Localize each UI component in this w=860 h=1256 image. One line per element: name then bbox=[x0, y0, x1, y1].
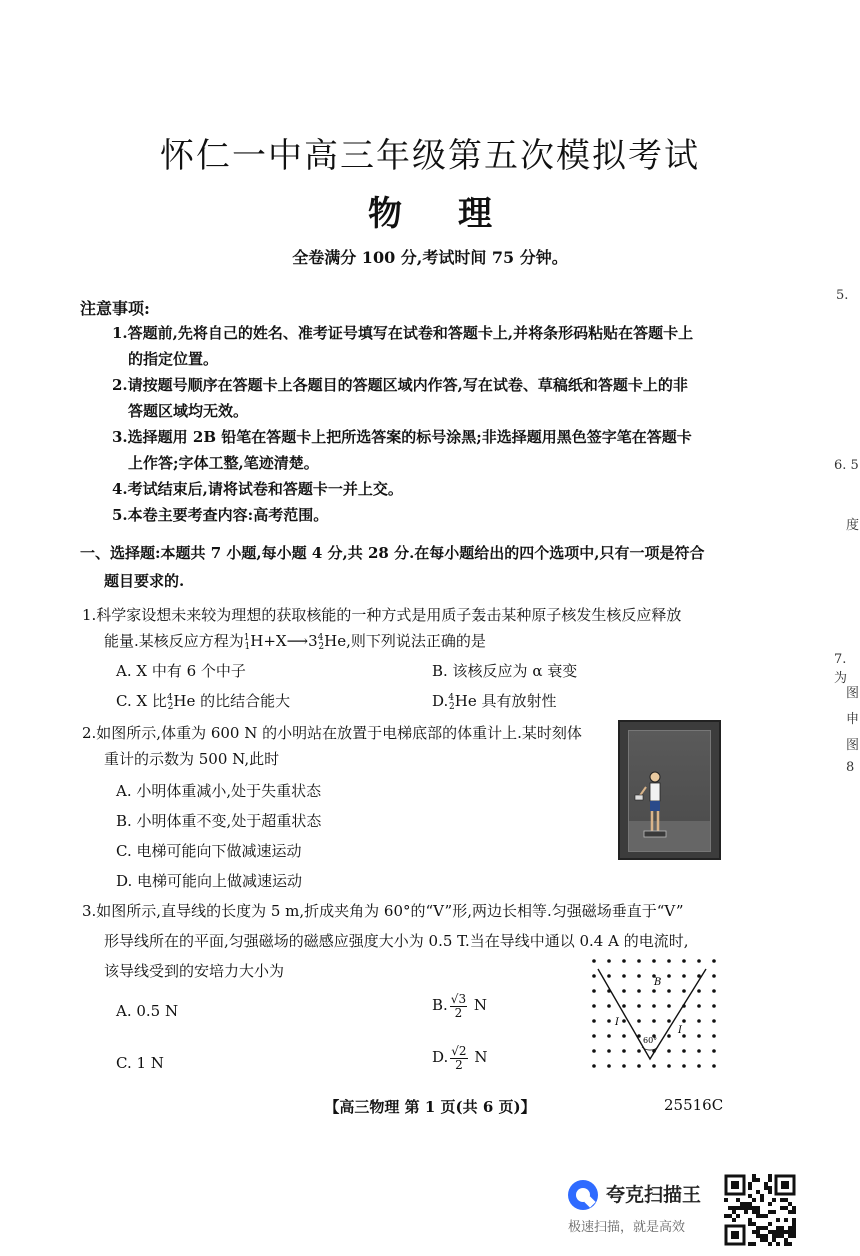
q1-option-d-num: 2 bbox=[449, 702, 455, 712]
note-line: 2.请按题号顺序在答题卡上各题目的答题区域内作答,写在试卷、草稿纸和答题卡上的非 bbox=[112, 376, 688, 394]
qr-cell bbox=[760, 1198, 764, 1202]
field-dot bbox=[652, 959, 656, 963]
page-footer: 【高三物理 第 1 页(共 6 页)】 bbox=[324, 1098, 536, 1116]
section-heading-cont: 题目要求的. bbox=[104, 572, 185, 590]
field-dot bbox=[607, 959, 611, 963]
field-dot bbox=[592, 1064, 596, 1068]
q3-option-b bbox=[432, 992, 487, 1020]
note-line: 3.选择题用 2B 铅笔在答题卡上把所选答案的标号涂黑;非选择题用黑色签字笔在答题卡 bbox=[112, 428, 692, 446]
qr-cell bbox=[756, 1210, 760, 1214]
field-dot bbox=[697, 1019, 701, 1023]
qr-cell bbox=[788, 1234, 792, 1238]
qr-cell bbox=[776, 1218, 780, 1222]
qr-cell bbox=[740, 1202, 744, 1206]
field-dot bbox=[622, 1019, 626, 1023]
q1-option-c-pre: C. X 比 bbox=[116, 692, 167, 710]
qr-cell bbox=[736, 1198, 740, 1202]
qr-cell bbox=[752, 1222, 756, 1226]
q1-eq-post: He,则下列说法正确的是 bbox=[324, 632, 486, 650]
field-dot bbox=[667, 974, 671, 978]
field-dot bbox=[652, 989, 656, 993]
field-dot bbox=[667, 989, 671, 993]
qr-cell bbox=[748, 1218, 752, 1222]
field-dot bbox=[622, 989, 626, 993]
qr-cell bbox=[760, 1226, 764, 1230]
qr-cell bbox=[764, 1234, 768, 1238]
field-dot bbox=[712, 974, 716, 978]
field-dot bbox=[667, 1049, 671, 1053]
field-dot bbox=[637, 1064, 641, 1068]
notes-heading: 注意事项: bbox=[80, 299, 150, 318]
field-dot bbox=[592, 989, 596, 993]
qr-cell bbox=[752, 1198, 756, 1202]
field-dot bbox=[712, 989, 716, 993]
note-line: 的指定位置。 bbox=[128, 350, 219, 368]
qr-cell bbox=[744, 1206, 748, 1210]
q1-eq-pre: 能量.某核反应方程为 bbox=[104, 632, 244, 650]
field-dot bbox=[667, 1004, 671, 1008]
q1-option-c-post: He 的比结合能大 bbox=[173, 692, 291, 710]
field-dot bbox=[622, 1034, 626, 1038]
field-dot bbox=[607, 1034, 611, 1038]
label-b: B bbox=[654, 977, 662, 988]
field-dot bbox=[637, 1049, 641, 1053]
qr-cell bbox=[760, 1214, 764, 1218]
q3-stem-cont: 形导线所在的平面,匀强磁场的磁感应强度大小为 0.5 T.当在导线中通以 0.4 A 的电流时, bbox=[104, 932, 689, 950]
qr-cell bbox=[764, 1186, 768, 1190]
qr-cell bbox=[788, 1210, 792, 1214]
qr-cell bbox=[780, 1206, 784, 1210]
margin-fragment: 申 bbox=[846, 712, 860, 727]
exam-meta: 全卷满分 100 分,考试时间 75 分钟。 bbox=[292, 248, 568, 267]
qr-cell bbox=[788, 1202, 792, 1206]
q1-option-d-pre: D. bbox=[432, 692, 449, 710]
qr-cell bbox=[760, 1238, 764, 1242]
qr-cell bbox=[764, 1226, 768, 1230]
field-dot bbox=[637, 1004, 641, 1008]
quark-logo-icon bbox=[566, 1178, 600, 1212]
q3-option-b-den: 2 bbox=[454, 1005, 463, 1020]
field-dot bbox=[682, 959, 686, 963]
qr-cell bbox=[736, 1206, 740, 1210]
field-dot bbox=[712, 1064, 716, 1068]
field-dot bbox=[607, 1019, 611, 1023]
qr-cell bbox=[792, 1206, 796, 1210]
qr-cell bbox=[776, 1226, 780, 1230]
field-dot bbox=[622, 974, 626, 978]
field-dot bbox=[637, 959, 641, 963]
field-dot bbox=[697, 959, 701, 963]
q1-h-mass: 1 bbox=[243, 633, 250, 643]
qr-cell bbox=[740, 1206, 744, 1210]
field-dot bbox=[712, 1034, 716, 1038]
qr-cell bbox=[752, 1210, 756, 1214]
qr-cell bbox=[752, 1174, 756, 1178]
field-dot bbox=[592, 1034, 596, 1038]
qr-cell bbox=[780, 1198, 784, 1202]
field-dot bbox=[667, 1034, 671, 1038]
field-dot bbox=[622, 1004, 626, 1008]
field-dot bbox=[607, 1064, 611, 1068]
q1-option-d-post: He 具有放射性 bbox=[454, 692, 557, 710]
qr-cell bbox=[792, 1230, 796, 1234]
qr-cell bbox=[728, 1214, 732, 1218]
field-dot bbox=[682, 989, 686, 993]
qr-cell bbox=[732, 1218, 736, 1222]
qr-cell bbox=[788, 1230, 792, 1234]
exam-title: 怀仁一中高三年级第五次模拟考试 bbox=[160, 136, 700, 176]
qr-cell bbox=[748, 1186, 752, 1190]
field-dot bbox=[682, 974, 686, 978]
q1-he-num: 2 bbox=[318, 642, 325, 652]
qr-cell bbox=[792, 1218, 796, 1222]
qr-cell bbox=[784, 1198, 788, 1202]
brand-slogan: 极速扫描，就是高效 bbox=[568, 1220, 686, 1235]
qr-cell bbox=[792, 1226, 796, 1230]
margin-fragment: 度 bbox=[846, 518, 860, 533]
field-dot bbox=[607, 974, 611, 978]
magnetic-field-figure bbox=[588, 955, 720, 1075]
q3-option-d-unit: N bbox=[474, 1048, 488, 1066]
q1-he-mass: 4 bbox=[317, 633, 324, 643]
qr-cell bbox=[768, 1178, 772, 1182]
q1-eq-mid: H+X⟶3 bbox=[250, 632, 318, 650]
q2-option-b: B. 小明体重不变,处于超重状态 bbox=[116, 812, 322, 830]
qr-cell bbox=[756, 1206, 760, 1210]
qr-cell bbox=[764, 1238, 768, 1242]
field-dot bbox=[667, 1064, 671, 1068]
label-current-left: I bbox=[615, 1017, 619, 1028]
q1-stem: 1.科学家设想未来较为理想的获取核能的一种方式是用质子轰击某种原子核发生核反应释放 bbox=[82, 606, 682, 624]
qr-cell bbox=[772, 1234, 776, 1238]
field-dot bbox=[682, 1049, 686, 1053]
q3-option-c: C. 1 N bbox=[116, 1054, 164, 1072]
field-dot bbox=[712, 1019, 716, 1023]
qr-cell bbox=[784, 1238, 788, 1242]
qr-cell bbox=[764, 1214, 768, 1218]
q1-option-b: B. 该核反应为 α 衰变 bbox=[432, 662, 578, 680]
field-dot bbox=[712, 959, 716, 963]
field-dot bbox=[637, 974, 641, 978]
qr-cell bbox=[752, 1178, 756, 1182]
qr-cell bbox=[784, 1242, 788, 1246]
q2-stem-cont: 重计的示数为 500 N,此时 bbox=[104, 750, 280, 768]
qr-cell bbox=[784, 1230, 788, 1234]
qr-cell bbox=[748, 1202, 752, 1206]
qr-cell bbox=[788, 1226, 792, 1230]
qr-cell bbox=[792, 1234, 796, 1238]
q3-option-d bbox=[432, 1044, 487, 1072]
note-line: 5.本卷主要考查内容:高考范围。 bbox=[112, 506, 329, 524]
field-dot bbox=[607, 1049, 611, 1053]
field-dot bbox=[697, 1064, 701, 1068]
qr-cell bbox=[728, 1206, 732, 1210]
field-dot bbox=[637, 1019, 641, 1023]
qr-cell bbox=[744, 1210, 748, 1214]
subject-title: 物理 bbox=[368, 194, 548, 234]
paper-code: 25516C bbox=[664, 1096, 724, 1114]
qr-cell bbox=[784, 1206, 788, 1210]
qr-cell bbox=[768, 1210, 772, 1214]
qr-cell bbox=[724, 1214, 728, 1218]
field-dot bbox=[592, 1019, 596, 1023]
q3-option-b-fraction bbox=[450, 993, 467, 1020]
margin-fragment: 图 bbox=[846, 738, 860, 753]
qr-cell bbox=[756, 1214, 760, 1218]
qr-cell bbox=[768, 1186, 772, 1190]
qr-cell bbox=[752, 1230, 756, 1234]
qr-cell bbox=[756, 1178, 760, 1182]
qr-cell bbox=[752, 1206, 756, 1210]
field-dot bbox=[712, 1049, 716, 1053]
q2-option-a: A. 小明体重减小,处于失重状态 bbox=[116, 782, 322, 800]
qr-cell bbox=[772, 1230, 776, 1234]
q2-stem: 2.如图所示,体重为 600 N 的小明站在放置于电梯底部的体重计上.某时刻体 bbox=[82, 724, 582, 742]
elevator-figure bbox=[618, 720, 721, 860]
elevator-wall bbox=[628, 730, 711, 852]
field-dot bbox=[592, 1004, 596, 1008]
qr-cell bbox=[768, 1230, 772, 1234]
brand-name: 夸克扫描王 bbox=[606, 1184, 702, 1206]
qr-cell bbox=[724, 1198, 728, 1202]
qr-cell bbox=[792, 1222, 796, 1226]
margin-fragment: 5. bbox=[836, 288, 849, 303]
field-dot bbox=[622, 1049, 626, 1053]
field-dot bbox=[697, 1049, 701, 1053]
field-dot bbox=[652, 1004, 656, 1008]
qr-cell bbox=[760, 1194, 764, 1198]
field-dot bbox=[697, 1034, 701, 1038]
field-dot bbox=[667, 1019, 671, 1023]
q1-h-num: 1 bbox=[244, 642, 251, 652]
field-dot bbox=[592, 959, 596, 963]
v-wire bbox=[598, 969, 706, 1059]
qr-cell bbox=[756, 1234, 760, 1238]
field-dot bbox=[607, 1004, 611, 1008]
q3-option-d-num: √2 bbox=[451, 1043, 467, 1058]
note-line: 答题区域均无效。 bbox=[128, 402, 249, 420]
field-dot bbox=[682, 1019, 686, 1023]
qr-cell bbox=[784, 1218, 788, 1222]
qr-cell bbox=[768, 1190, 772, 1194]
qr-cell bbox=[780, 1234, 784, 1238]
qr-cell bbox=[748, 1206, 752, 1210]
qr-cell bbox=[780, 1230, 784, 1234]
qr-cell bbox=[776, 1234, 780, 1238]
q1-option-c-num: 2 bbox=[167, 702, 174, 712]
field-dot bbox=[652, 1064, 656, 1068]
qr-cell bbox=[756, 1226, 760, 1230]
q1-option-d-mass: 4 bbox=[448, 693, 454, 703]
qr-cell bbox=[732, 1210, 736, 1214]
qr-cell bbox=[748, 1194, 752, 1198]
field-dot bbox=[697, 989, 701, 993]
qr-cell bbox=[792, 1210, 796, 1214]
qr-cell bbox=[748, 1182, 752, 1186]
section-heading: 一、选择题:本题共 7 小题,每小题 4 分,共 28 分.在每小题给出的四个选项中,只有一项是符合 bbox=[80, 544, 705, 562]
label-angle: 60° bbox=[643, 1036, 658, 1045]
qr-cell bbox=[768, 1222, 772, 1226]
q1-option-d bbox=[432, 688, 556, 717]
qr-cell bbox=[744, 1202, 748, 1206]
field-dot bbox=[712, 1004, 716, 1008]
person-on-scale-icon bbox=[629, 731, 716, 857]
qr-cell bbox=[776, 1242, 780, 1246]
qr-cell bbox=[772, 1238, 776, 1242]
qr-cell bbox=[768, 1242, 772, 1246]
field-dot bbox=[637, 989, 641, 993]
q3-option-b-pre: B. bbox=[432, 996, 448, 1014]
qr-cell bbox=[732, 1206, 736, 1210]
qr-cell bbox=[768, 1202, 772, 1206]
label-current-right: I bbox=[678, 1025, 682, 1036]
qr-cell bbox=[788, 1242, 792, 1246]
q2-option-c: C. 电梯可能向下做减速运动 bbox=[116, 842, 302, 860]
qr-cell bbox=[756, 1230, 760, 1234]
margin-fragment: 图 bbox=[846, 686, 860, 701]
q1-option-c-mass: 4 bbox=[166, 693, 173, 703]
q3-option-d-den: 2 bbox=[455, 1057, 463, 1072]
field-dot bbox=[697, 1004, 701, 1008]
note-line: 4.考试结束后,请将试卷和答题卡一并上交。 bbox=[112, 480, 403, 498]
qr-cell bbox=[748, 1242, 752, 1246]
field-dot bbox=[682, 1034, 686, 1038]
qr-cell bbox=[760, 1234, 764, 1238]
margin-fragment: 6. 5 bbox=[834, 458, 859, 473]
field-dot bbox=[622, 959, 626, 963]
qr-cell bbox=[768, 1174, 772, 1178]
qr-cell bbox=[772, 1210, 776, 1214]
qr-cell bbox=[772, 1198, 776, 1202]
field-dot bbox=[592, 1049, 596, 1053]
q3-option-d-fraction bbox=[450, 1045, 467, 1072]
field-dot bbox=[592, 974, 596, 978]
qr-cell bbox=[752, 1242, 756, 1246]
q3-option-d-pre: D. bbox=[432, 1048, 449, 1066]
q3-option-b-unit: N bbox=[473, 996, 487, 1014]
qr-cell bbox=[736, 1214, 740, 1218]
field-dot bbox=[652, 1019, 656, 1023]
q3-stem-cont2: 该导线受到的安培力大小为 bbox=[104, 962, 285, 980]
q3-stem: 3.如图所示,直导线的长度为 5 m,折成夹角为 60°的“V”形,两边长相等.匀强磁场垂直于“V” bbox=[82, 902, 684, 920]
field-dot bbox=[622, 1064, 626, 1068]
qr-code-icon bbox=[724, 1174, 796, 1246]
note-line: 1.答题前,先将自己的姓名、准考证号填写在试卷和答题卡上,并将条形码粘贴在答题卡上 bbox=[112, 324, 694, 342]
qr-cell bbox=[764, 1182, 768, 1186]
margin-fragment: 7. 为 bbox=[834, 652, 848, 686]
q1-option-c bbox=[116, 688, 290, 717]
q1-equation-line bbox=[104, 628, 486, 657]
q1-option-a: A. X 中有 6 个中子 bbox=[116, 662, 246, 680]
qr-cell bbox=[776, 1230, 780, 1234]
q3-option-a: A. 0.5 N bbox=[116, 1002, 179, 1020]
margin-fragment: 8 bbox=[846, 760, 855, 775]
field-dot bbox=[682, 1064, 686, 1068]
q3-option-b-num: √3 bbox=[450, 991, 467, 1006]
qr-cell bbox=[780, 1226, 784, 1230]
note-line: 上作答;字体工整,笔迹清楚。 bbox=[128, 454, 319, 472]
scanner-watermark bbox=[566, 1176, 726, 1236]
qr-cell bbox=[748, 1222, 752, 1226]
qr-cell bbox=[756, 1190, 760, 1194]
q2-option-d: D. 电梯可能向上做减速运动 bbox=[116, 872, 303, 890]
field-dot bbox=[667, 959, 671, 963]
